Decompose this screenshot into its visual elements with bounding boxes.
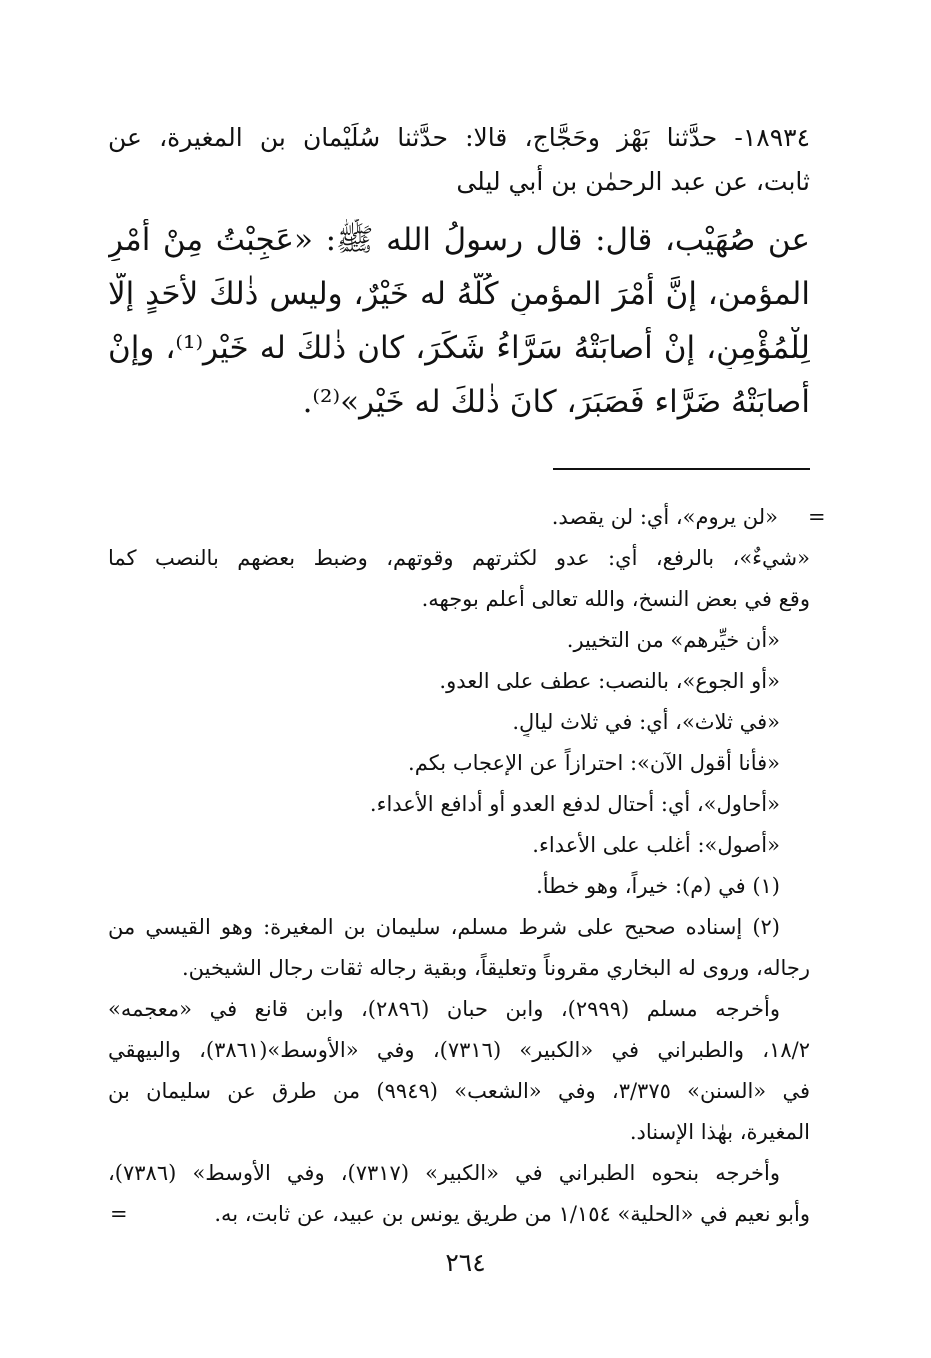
note-line: «أو الجوع»، بالنصب: عطف على العدو. <box>439 669 780 693</box>
note-line: «فأنا أقول الآن»: احترازاً عن الإعجاب بكم. <box>408 751 780 775</box>
hadith-text-line-1: عن صُهَيْب، قال: قال رسولُ الله ﷺ: «عَجِبْتُ مِنْ أمْرِ <box>108 222 810 258</box>
hadith-isnad-line-2: ثابت، عن عبد الرحمٰن بن أبي ليلى <box>456 167 810 196</box>
note-line: «أن خيِّرهم» من التخيير. <box>566 628 780 652</box>
note-line: «أحاول»، أي: أحتال لدفع العدو أو أدافع الأعداء. <box>369 792 780 816</box>
footnote-2-line-5: في «السنن» ٣/٣٧٥، وفي «الشعب» (٩٩٤٩) من طرق عن سليمان بن <box>108 1079 810 1103</box>
note-line: «شيءٌ»، بالرفع، أي: عدو لكثرتهم وقوتهم، وضبط بعضهم بالنصب كما <box>108 546 810 570</box>
note-line: «لن يروم»، أي: لن يقصد. <box>551 505 778 529</box>
footnote-2-line-7: وأخرجه بنحوه الطبراني في «الكبير» (٧٣١٧)، وفي الأوسط» (٧٣٨٦)، <box>108 1161 780 1185</box>
hadith-text-line-2: المؤمن، إنَّ أمْرَ المؤمنِ كُلَّهُ له خَيْرٌ، وليس ذٰلكَ لأحَدٍ إلَّا <box>108 276 810 312</box>
note-line: «في ثلاث»، أي: في ثلاث ليالٍ. <box>512 710 780 734</box>
footnote-2-line-1: (٢) إسناده صحيح على شرط مسلم، سليمان بن المغيرة: وهو القيسي من <box>108 915 780 939</box>
hadith-isnad-line-1: ١٨٩٣٤- حدَّثنا بَهْز وحَجَّاج، قالا: حدَّثنا سُلَيْمان بن المغيرة، عن <box>108 123 810 152</box>
end-continuation-mark: = <box>110 1202 128 1226</box>
footnote-2-line-3: وأخرجه مسلم (٢٩٩٩)، وابن حبان (٢٨٩٦)، وابن قانع في «معجمه» <box>108 997 780 1021</box>
footnote-1: (١) في (م): خيراً، وهو خطأ. <box>536 874 780 898</box>
footnote-2-line-8: وأبو نعيم في «الحلية» ١/١٥٤ من طريق يونس بن عبيد، عن ثابت، به. <box>214 1202 810 1226</box>
footnote-separator <box>553 468 810 470</box>
footnote-2-line-4: ١٨/٢، والطبراني في «الكبير» (٧٣١٦)، وفي «الأوسط»(٣٨٦١)، والبيهقي <box>108 1038 810 1062</box>
continuation-mark: = <box>808 505 826 529</box>
footnote-2-line-2: رجاله، وروى له البخاري مقروناً وتعليقاً، وبقية رجاله ثقات رجال الشيخين. <box>181 956 810 980</box>
note-line: «أصول»: أغلب على الأعداء. <box>532 833 780 857</box>
footnote-2-line-6: المغيرة، بهٰذا الإسناد. <box>629 1120 810 1144</box>
hadith-text-line-4: أصابَتْهُ ضَرَّاء فَصَبَرَ، كانَ ذٰلكَ له خَيْر»⁽²⁾. <box>302 384 810 420</box>
page-number: ٢٦٤ <box>445 1248 486 1277</box>
hadith-text-line-3: لِلْمُؤْمِنِ، إنْ أصابَتْهُ سَرَّاءُ شَكَرَ، كان ذٰلكَ له خَيْر⁽¹⁾، وإنْ <box>108 330 810 366</box>
note-line: وقع في بعض النسخ، والله تعالى أعلم بوجهه. <box>421 587 810 611</box>
